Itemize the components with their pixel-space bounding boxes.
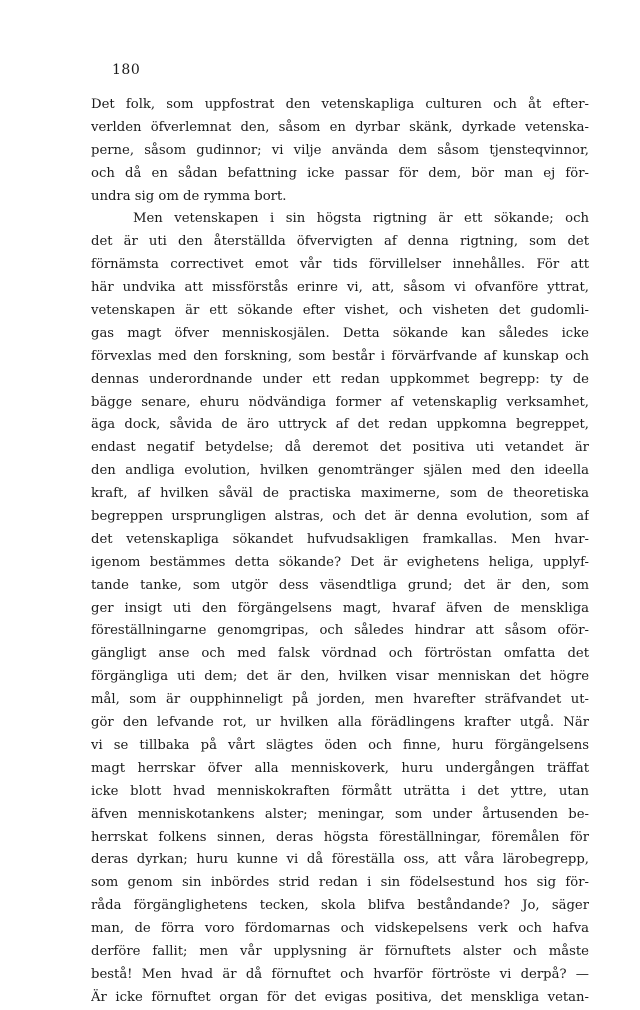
text-line: Är icke förnuftet organ för det evigas positiva, det menskliga vetan- [91,989,589,1005]
text-line: förgängliga uti dem; det är den, hvilken visar menniskan det högre [91,669,589,685]
text-line: vetenskapen är ett sökande efter vishet, och visheten det gudomli- [91,303,589,319]
text-line: deras dyrkan; huru kunne vi då föreställa oss, att våra lärobegrepp, [91,852,589,868]
text-line: bestå! Men hvad är då förnuftet och hvarför förtröste vi derpå? — [91,966,589,982]
page-number: 180 [112,62,141,78]
text-line: det är uti den återställda öfvervigten af denna rigtning, som det [91,234,589,250]
text-line: förnämsta correctivet emot vår tids förvillelser innehålles. För att [91,257,589,273]
text-line: Men vetenskapen i sin högsta rigtning är ett sökande; och [133,211,589,227]
text-line: herrskat folkens sinnen, deras högsta föreställningar, föremålen för [91,829,589,845]
text-line: undra sig om de rymma bort. [91,188,287,204]
text-line: gör den lefvande rot, ur hvilken alla förädlingens krafter utgå. När [91,715,589,731]
text-line: mål, som är oupphinneligt på jorden, men hvarefter sträfvandet ut- [91,692,589,708]
text-line: den andliga evolution, hvilken genomtränger själen med den ideella [91,463,589,479]
text-line: som genom sin inbördes strid redan i sin födelsestund hos sig för- [91,875,589,891]
text-line: bägge senare, ehuru nödvändiga former af vetenskaplig verksamhet, [91,394,589,410]
text-line: vi se tillbaka på vårt slägtes öden och finne, huru förgängelsens [91,737,589,753]
text-line: Det folk, som uppfostrat den vetenskapliga culturen och åt efter- [91,97,589,112]
text-line: föreställningarne genomgripas, och således hindrar att såsom oför- [91,623,589,639]
text-line: gängligt anse och med falsk vördnad och förtröstan omfatta det [91,646,589,662]
text-line: begreppen ursprungligen alstras, och det är denna evolution, som af [91,509,589,525]
text-line: verlden öfverlemnat den, såsom en dyrbar skänk, dyrkade vetenska- [91,119,589,135]
text-line: och då en sådan befattning icke passar för dem, bör man ej för- [91,165,589,181]
text-line: det vetenskapliga sökandet hufvudsakligen framkallas. Men hvar- [91,531,589,547]
text-line: förvexlas med den forskning, som består i förvärfvande af kunskap och [91,348,589,364]
text-line: igenom bestämmes detta sökande? Det är evighetens heliga, upplyf- [91,554,589,570]
text-line: gas magt öfver menniskosjälen. Detta sökande kan således icke [91,325,589,341]
text-line: endast negatif betydelse; då deremot det positiva uti vetandet är [91,440,589,456]
text-line: tande tanke, som utgör dess väsendtliga grund; det är den, som [91,577,589,593]
text-line: äga dock, såvida de äro uttryck af det redan uppkomna begreppet, [91,417,589,433]
text-line: man, de förra voro fördomarnas och vidskepelsens verk och hafva [91,921,589,937]
text-line: perne, såsom gudinnor; vi vilje använda dem såsom tjensteqvinnor, [91,142,589,158]
text-line: ger insigt uti den förgängelsens magt, hvaraf äfven de menskliga [91,600,589,616]
text-line: dennas underordnande under ett redan uppkommet begrepp: ty de [91,371,589,387]
text-line: magt herrskar öfver alla menniskoverk, huru undergången träffat [91,760,589,776]
text-line: kraft, af hvilken såväl de practiska maximerne, som de theoretiska [91,486,589,502]
text-line: derföre fallit; men vår upplysning är förnuftets alster och måste [91,943,589,959]
text-line: äfven menniskotankens alster; meningar, som under årtusenden be- [91,806,589,822]
text-line: här undvika att missförstås erinre vi, att, såsom vi ofvanföre yttrat, [91,280,589,296]
text-line: icke blott hvad menniskokraften förmått uträtta i det yttre, utan [91,783,589,799]
body-text [91,94,589,1010]
text-line: råda förgänglighetens tecken, skola blifva beståndande? Jo, säger [91,898,589,914]
